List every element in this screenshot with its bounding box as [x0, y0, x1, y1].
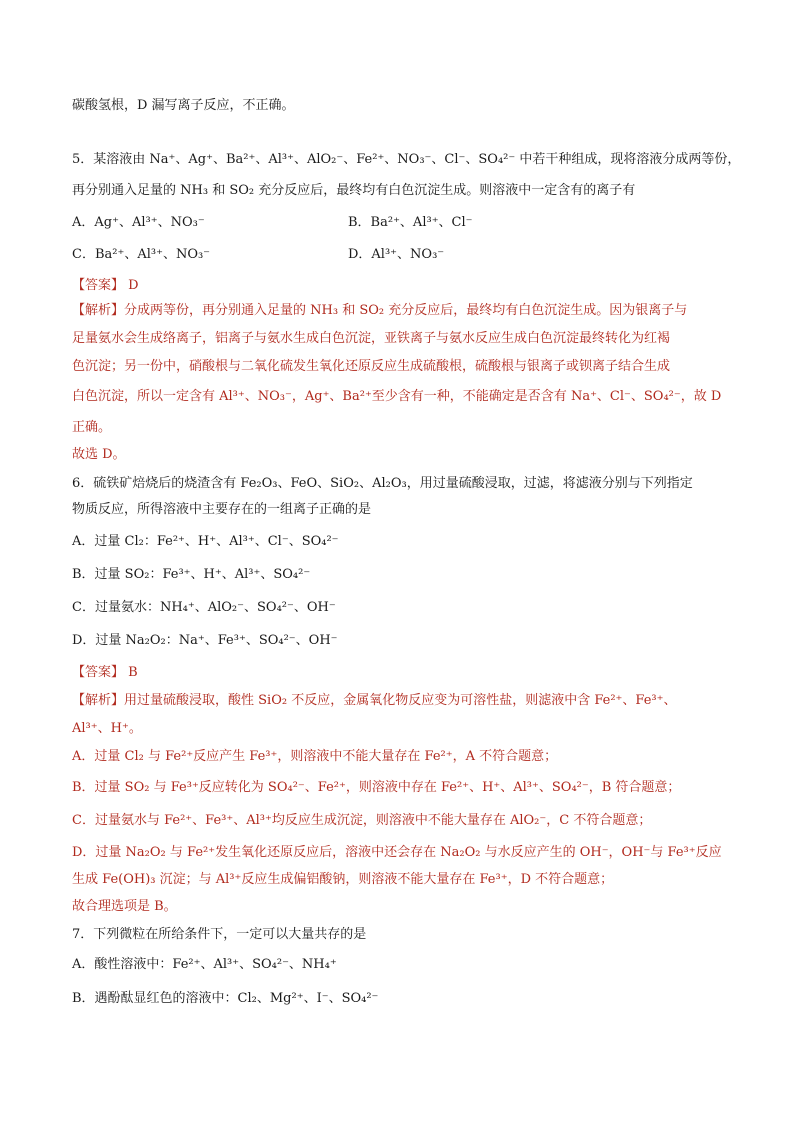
- answer-label: 【答案】: [72, 278, 125, 293]
- q5-option-b: B．Ba²⁺、Al³⁺、Cl⁻: [348, 215, 473, 230]
- q7-stem-line-1: 7．下列微粒在所给条件下，一定可以大量共存的是: [72, 927, 367, 942]
- q6-stem-line-1: 6．硫铁矿焙烧后的烧渣含有 Fe₂O₃、FeO、SiO₂、Al₂O₃，用过量硫酸浸取，过滤，将滤液分别与下列指定: [72, 476, 693, 491]
- q6-analysis-line-4: B．过量 SO₂ 与 Fe³⁺反应转化为 SO₄²⁻、Fe²⁺，则溶液中存在 Fe²⁺、H⁺、Al³⁺、SO₄²⁻，B 符合题意；: [72, 780, 681, 795]
- answer-value: B: [128, 665, 138, 680]
- answer-label: 【答案】: [72, 665, 125, 680]
- q5-option-d: D．Al³⁺、NO₃⁻: [348, 247, 445, 262]
- q7-option-b: B．遇酚酞显红色的溶液中：Cl₂、Mg²⁺、I⁻、SO₄²⁻: [72, 991, 379, 1006]
- q5-analysis-line-1: [72, 301, 687, 321]
- analysis-label: 【解析】: [72, 303, 125, 318]
- q5-option-c: C．Ba²⁺、Al³⁺、NO₃⁻: [72, 247, 211, 262]
- answer-value: D: [128, 278, 139, 293]
- q5-answer-line: [72, 276, 139, 296]
- q6-answer-line: [72, 663, 138, 683]
- q6-analysis-line-1: [72, 691, 677, 711]
- analysis-text: 用过量硫酸浸取，酸性 SiO₂ 不反应，金属氧化物反应变为可溶性盐，则滤液中含 Fe²⁺、Fe³⁺、: [124, 693, 677, 708]
- q6-analysis-line-7: 生成 Fe(OH)₃ 沉淀；与 Al³⁺反应生成偏铝酸钠，则溶液不能大量存在 Fe³⁺，D 不符合题意；: [72, 872, 614, 887]
- q6-stem-line-2: 物质反应，所得溶液中主要存在的一组离子正确的是: [72, 502, 372, 517]
- q6-option-b: B．过量 SO₂：Fe³⁺、H⁺、Al³⁺、SO₄²⁻: [72, 567, 311, 582]
- q6-final-line: 故合理选项是 B。: [72, 899, 177, 914]
- q5-analysis-line-2: 足量氨水会生成络离子，铝离子与氨水生成白色沉淀，亚铁离子与氨水反应生成白色沉淀最终转化为红褐: [72, 331, 671, 346]
- analysis-text: 分成两等份，再分别通入足量的 NH₃ 和 SO₂ 充分反应后，最终均有白色沉淀生成。因为银离子与: [124, 303, 688, 318]
- analysis-label: 【解析】: [72, 693, 125, 708]
- q7-option-a: A．酸性溶液中：Fe²⁺、Al³⁺、SO₄²⁻、NH₄⁺: [72, 957, 337, 972]
- q6-option-a: A．过量 Cl₂：Fe²⁺、H⁺、Al³⁺、Cl⁻、SO₄²⁻: [72, 534, 339, 549]
- q5-analysis-line-4: 白色沉淀，所以一定含有 Al³⁺、NO₃⁻，Ag⁺、Ba²⁺至少含有一种，不能确定是否含有 Na⁺、Cl⁻、SO₄²⁻，故 D: [72, 389, 722, 404]
- q6-analysis-line-2: Al³⁺、H⁺。: [72, 721, 142, 736]
- q6-option-c: C．过量氨水：NH₄⁺、AlO₂⁻、SO₄²⁻、OH⁻: [72, 600, 336, 615]
- q6-analysis-line-3: A．过量 Cl₂ 与 Fe²⁺反应产生 Fe³⁺，则溶液中不能大量存在 Fe²⁺，A 不符合题意；: [72, 749, 558, 764]
- q6-analysis-line-6: D．过量 Na₂O₂ 与 Fe²⁺发生氧化还原反应后，溶液中还会存在 Na₂O₂ 与水反应产生的 OH⁻，OH⁻与 Fe³⁺反应: [72, 845, 722, 860]
- q5-stem-line-1: 5．某溶液由 Na⁺、Ag⁺、Ba²⁺、Al³⁺、AlO₂⁻、Fe²⁺、NO₃⁻、Cl⁻、SO₄²⁻ 中若干种组成，现将溶液分成两等份，: [72, 152, 741, 167]
- q5-analysis-line-3: 色沉淀；另一份中，硝酸根与二氧化硫发生氧化还原反应生成硫酸根，硫酸根与银离子或钡离子结合生成: [72, 359, 671, 374]
- q6-option-d: D．过量 Na₂O₂：Na⁺、Fe³⁺、SO₄²⁻、OH⁻: [72, 633, 338, 648]
- q5-final-line: 故选 D。: [72, 447, 126, 462]
- q6-analysis-line-5: C．过量氨水与 Fe²⁺、Fe³⁺、Al³⁺均反应生成沉淀，则溶液中不能大量存在 AlO₂⁻，C 不符合题意；: [72, 813, 652, 828]
- text-line: 碳酸氢根，D 漏写离子反应，不正确。: [72, 98, 295, 113]
- q5-stem-line-2: 再分别通入足量的 NH₃ 和 SO₂ 充分反应后，最终均有白色沉淀生成。则溶液中一定含有的离子有: [72, 183, 636, 198]
- q5-analysis-line-5: 正确。: [72, 420, 112, 435]
- q5-option-a: A．Ag⁺、Al³⁺、NO₃⁻: [72, 215, 205, 230]
